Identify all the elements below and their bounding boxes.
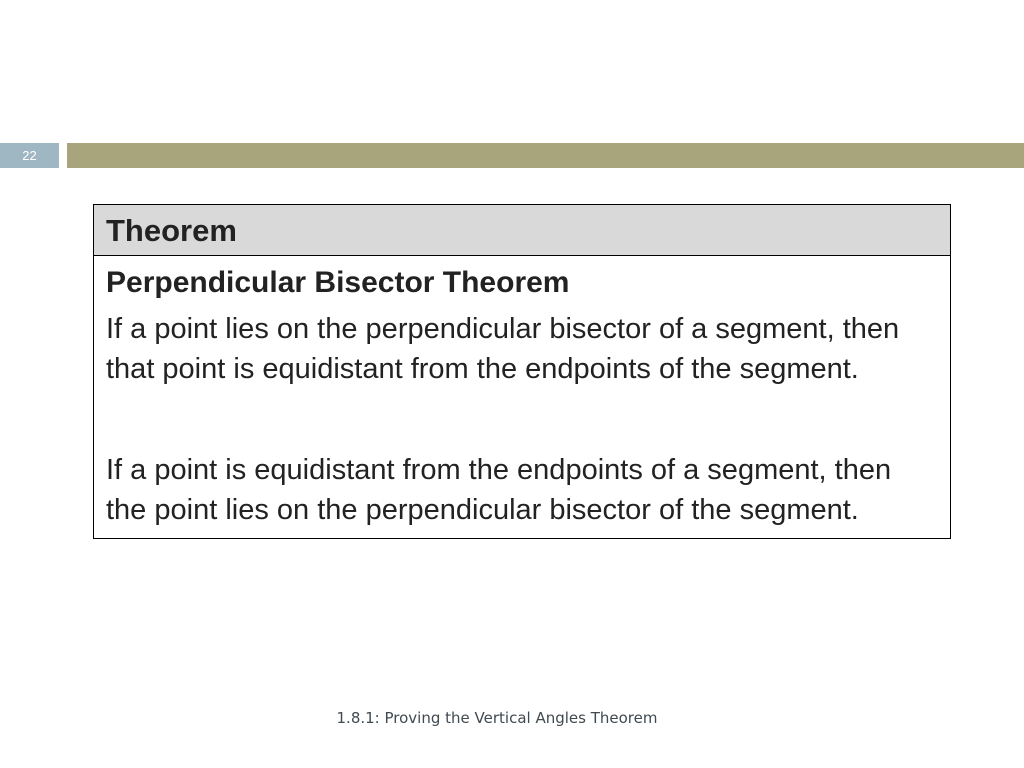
paragraph-spacer — [106, 389, 938, 450]
theorem-table — [93, 204, 951, 539]
header-bar — [67, 143, 1024, 168]
theorem-converse: If a point is equidistant from the endpoints of a segment, then the point lies on the perpendicular bisector of the segment. — [106, 454, 892, 526]
slide-number: 22 — [0, 143, 59, 168]
table-header: Theorem — [94, 205, 950, 256]
table-body — [94, 256, 950, 538]
theorem-statement: If a point lies on the perpendicular bisector of a segment, then that point is equidistant from the endpoints of the segment. — [106, 313, 900, 385]
theorem-name: Perpendicular Bisector Theorem — [106, 266, 570, 299]
footer-title: 1.8.1: Proving the Vertical Angles Theorem — [336, 709, 658, 727]
